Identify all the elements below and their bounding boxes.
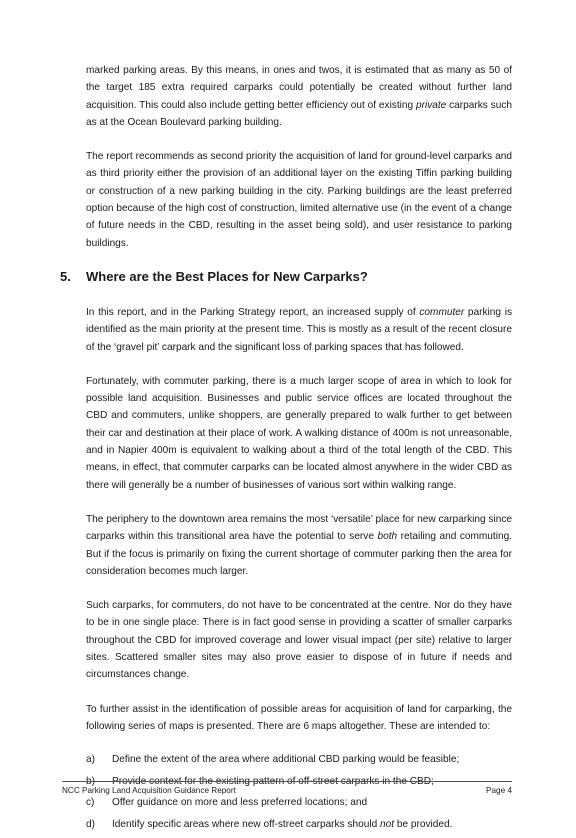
list-item-text: Define the extent of the area where additional CBD parking would be feasible; [112,754,460,766]
footer-report-title: NCC Parking Land Acquisition Guidance Report [62,786,236,795]
page-body [60,62,512,838]
paragraph-2: The report recommends as second priority the acquisition of land for ground-level carparks and as third priority either the provision of an additional layer on the existing Tiffin parking building or construction of a new parking building in the city. Parking buildings are the least preferred option because of the high cost of construction, limited alternative use (in the event of a change of future needs in the CBD, resulting in the asset being sold), and user resistance to parking buildings. [86,151,512,249]
list-item-text: Identify specific areas where new off-street carparks should not be provided. [112,818,453,830]
emphasis-text: not [380,818,395,830]
section-heading [60,269,512,284]
list-item [86,795,512,812]
page-footer [62,781,512,795]
list-item-text: Provide context for the existing pattern of off-street carparks in the CBD; [112,775,434,787]
paragraph-6: Such carparks, for commuters, do not have to be concentrated at the centre. Nor do they have to be in one single place. There is in fact good sense in providing a scatter of smaller carparks throughout the CBD for improved coverage and lower visual impact (per site) relative to larger sites. Scattered smaller sites may also prove easier to dispose of in future if needs and circumstances change. [86,600,512,681]
list-item-text: Offer guidance on more and less preferred locations; and [112,797,368,809]
paragraph-1: marked parking areas. By this means, in ones and twos, it is estimated that as many as 50 of the target 185 extra required carparks could potentially be created without further land acquisition. This could also include getting better efficiency out of existing private carparks such as at the Ocean Boulevard parking building. [86,65,512,128]
emphasis-text: private [415,99,447,111]
paragraph-3: In this report, and in the Parking Strategy report, an increased supply of commuter parking is identified as the main priority at the present time. This is mostly as a result of the recent closure of the ‘gravel pit’ carpark and the significant loss of parking spaces that has followed. [86,306,512,353]
list-item-marker: c) [86,797,95,809]
section-title: Where are the Best Places for New Carparks? [86,268,368,284]
list-item-marker: d) [86,818,95,830]
list-item [86,817,512,834]
footer-page-number: Page 4 [486,786,512,795]
paragraph-4: Fortunately, with commuter parking, there is a much larger scope of area in which to look for possible land acquisition. Businesses and public service offices are located throughout the CBD and commuters, unlike shoppers, are generally prepared to walk further to get between their car and destination at their place of work. A walking distance of 400m is not unreasonable, and in Napier 400m is equivalent to walking about a third of the total length of the CBD. This means, in effect, that commuter carparks can be located almost anywhere in the wider CBD as there will generally be a number of businesses of various sort within walking range. [86,375,512,491]
list-item-marker: a) [86,754,95,766]
paragraph-7: To further assist in the identification of possible areas for acquisition of land for carparking, the following series of maps is presented. There are 6 maps altogether. These are intended to: [86,703,512,732]
paragraph-5: The periphery to the downtown area remains the most ‘versatile’ place for new carparking since carparks within this transitional area have the potential to serve both retailing and commuting. But if the focus is primarily on fixing the current shortage of commuter parking then the area for consideration becomes much larger. [86,513,512,577]
section-number: 5. [60,268,71,284]
list-item-marker: b) [86,775,95,787]
emphasis-text: commuter [419,306,465,318]
emphasis-text: both [377,531,398,543]
list-item [86,752,512,769]
